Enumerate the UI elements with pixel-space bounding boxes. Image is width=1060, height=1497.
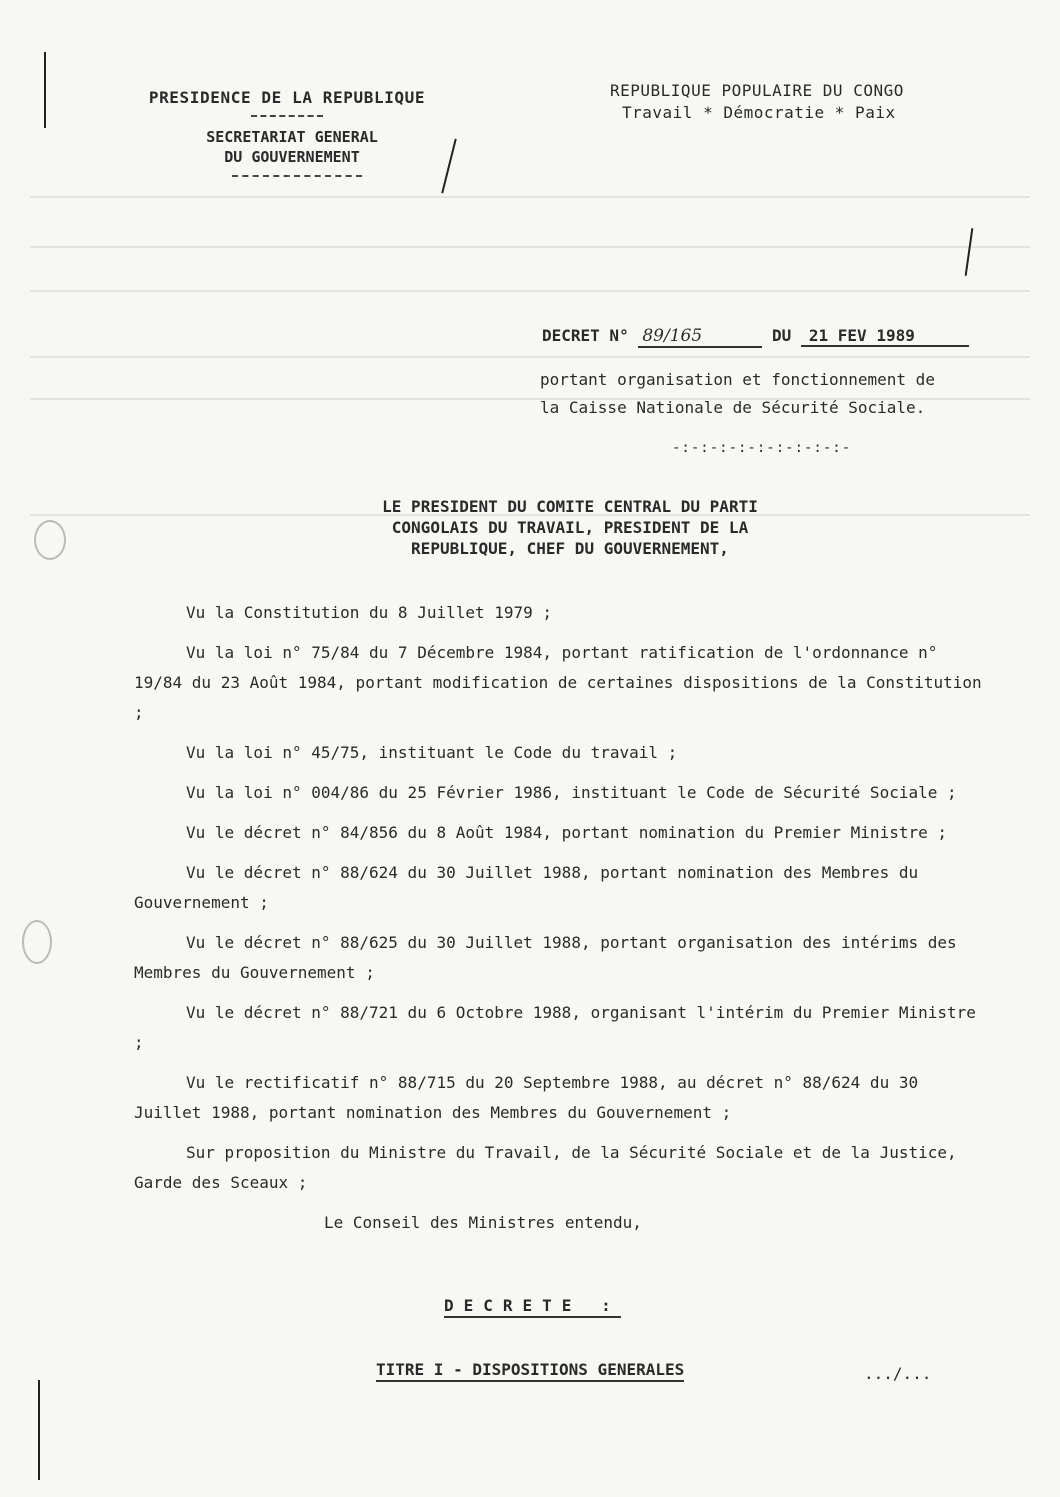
initial-mark xyxy=(441,139,456,194)
decree-subject xyxy=(540,366,935,422)
visa-paragraph: Vu la loi n° 75/84 du 7 Décembre 1984, portant ratification de l'ordonnance n° 19/84 du 23 Août 1984, portant modification de certaines dispositions de la Constitution ; xyxy=(134,643,982,722)
state-motto: Travail * Démocratie * Paix xyxy=(622,103,896,122)
bleed-through-line xyxy=(30,196,1030,198)
issuer-block xyxy=(132,88,442,177)
presidence-label: PRESIDENCE DE LA REPUBLIQUE xyxy=(148,88,426,107)
margin-mark xyxy=(44,52,46,128)
decorative-separator: -:-:-:-:-:-:-:-:-:- xyxy=(672,440,852,456)
visa-paragraph: Vu la loi n° 45/75, instituant le Code du travail ; xyxy=(186,743,678,762)
margin-mark xyxy=(38,1380,40,1480)
visa-paragraph: Vu le décret n° 88/625 du 30 Juillet 1988, portant organisation des intérims des Membres du Gouvernement ; xyxy=(134,933,957,982)
state-block xyxy=(610,80,950,124)
visa-paragraph: Sur proposition du Ministre du Travail, de la Sécurité Sociale et de la Justice, Garde des Sceaux ; xyxy=(134,1143,957,1192)
punch-hole xyxy=(22,920,52,964)
punch-hole xyxy=(34,520,66,560)
margin-mark xyxy=(965,228,974,276)
visa-paragraph: Vu le rectificatif n° 88/715 du 20 Septembre 1988, au décret n° 88/624 du 30 Juillet 1988, portant nomination des Membres du Gouvernement ; xyxy=(134,1073,919,1122)
decrete-heading: DECRETE : xyxy=(444,1296,621,1318)
visa-paragraph: Vu la loi n° 004/86 du 25 Février 1986, instituant le Code de Sécurité Sociale ; xyxy=(186,783,957,802)
decree-number-line xyxy=(542,326,969,348)
decree-subject-line2: la Caisse Nationale de Sécurité Sociale. xyxy=(540,398,926,417)
conseil-line: Le Conseil des Ministres entendu, xyxy=(324,1213,642,1232)
titre-heading: TITRE I - DISPOSITIONS GENERALES xyxy=(376,1360,684,1382)
state-name: REPUBLIQUE POPULAIRE DU CONGO xyxy=(610,81,904,100)
decree-date: 21 FEV 1989 xyxy=(801,326,969,347)
decree-prefix: DECRET N° xyxy=(542,326,629,345)
decree-number: 89/165 xyxy=(638,326,762,348)
visa-paragraph: Vu le décret n° 88/721 du 6 Octobre 1988, organisant l'intérim du Premier Ministre ; xyxy=(134,1003,976,1052)
visa-paragraph: Vu le décret n° 84/856 du 8 Août 1984, portant nomination du Premier Ministre ; xyxy=(186,823,947,842)
continuation-mark: .../... xyxy=(864,1364,932,1383)
bleed-through-line xyxy=(30,290,1030,292)
header-divider xyxy=(232,175,362,177)
bleed-through-line xyxy=(30,246,1030,248)
bleed-through-line xyxy=(30,356,1030,358)
visa-paragraph: Vu la Constitution du 8 Juillet 1979 ; xyxy=(186,603,553,622)
decree-subject-line1: portant organisation et fonctionnement de xyxy=(540,370,935,389)
president-title-line3: REPUBLIQUE, CHEF DU GOUVERNEMENT, xyxy=(411,539,729,558)
secretariat-line1: SECRETARIAT GENERAL xyxy=(206,128,378,146)
president-title-line1: LE PRESIDENT DU COMITE CENTRAL DU PARTI xyxy=(382,497,758,516)
president-title xyxy=(310,496,830,559)
decree-date-prefix: DU xyxy=(771,326,792,345)
president-title-line2: CONGOLAIS DU TRAVAIL, PRESIDENT DE LA xyxy=(391,518,749,537)
visa-paragraph: Vu le décret n° 88/624 du 30 Juillet 1988, portant nomination des Membres du Gouvernement ; xyxy=(134,863,919,912)
header-divider xyxy=(251,115,323,117)
visas-section xyxy=(134,598,994,1248)
secretariat-line2: DU GOUVERNEMENT xyxy=(224,148,360,166)
